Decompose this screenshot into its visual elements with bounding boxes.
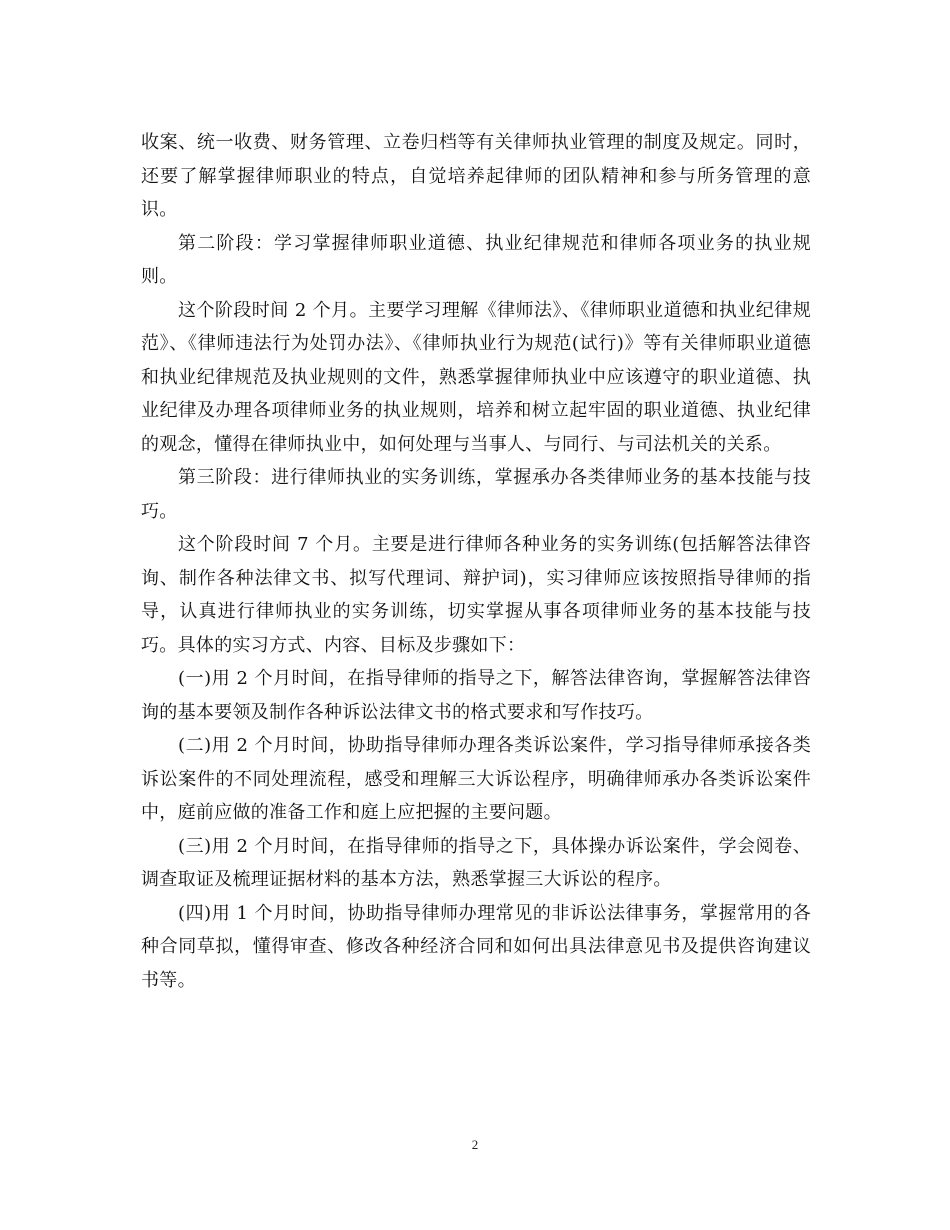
paragraph-5: 这个阶段时间 7 个月。主要是进行律师各种业务的实务训练(包括解答法律咨询、制作各种法律文书、拟写代理词、辩护词)，实习律师应该按照指导律师的指导，认真进行律师执业的实务训练，切实掌握从事各项律师业务的基本技能与技巧。具体的实习方式、内容、目标及步骤如下： <box>141 534 811 656</box>
paragraph-9: (四)用 1 个月时间，协助指导律师办理常见的非诉讼法律事务，掌握常用的各种合同草拟，懂得审查、修改各种经济合同和如何出具法律意见书及提供咨询建议书等。 <box>141 902 811 991</box>
paragraph-1: 收案、统一收费、财务管理、立卷归档等有关律师执业管理的制度及规定。同时，还要了解掌握律师职业的特点，自觉培养起律师的团队精神和参与所务管理的意识。 <box>141 132 811 220</box>
document-body <box>141 126 811 997</box>
paragraph-3: 这个阶段时间 2 个月。主要学习理解《律师法》、《律师职业道德和执业纪律规范》、《律师违法行为处罚办法》、《律师执业行为规范(试行)》等有关律师职业道德和执业纪律规范及执业规则的文件，熟悉掌握律师执业中应该遵守的职业道德、执业纪律及办理各项律师业务的执业规则，培养和树立起牢固的职业道德、执业纪律的观念，懂得在律师执业中，如何处理与当事人、与同行、与司法机关的关系。 <box>141 299 811 455</box>
paragraph-6: (一)用 2 个月时间，在指导律师的指导之下，解答法律咨询，掌握解答法律咨询的基本要领及制作各种诉讼法律文书的格式要求和写作技巧。 <box>141 668 811 723</box>
page-number: 2 <box>471 1137 479 1152</box>
paragraph-4: 第三阶段：进行律师执业的实务训练，掌握承办各类律师业务的基本技能与技巧。 <box>141 467 811 522</box>
paragraph-8: (三)用 2 个月时间，在指导律师的指导之下，具体操办诉讼案件，学会阅卷、调查取证及梳理证据材料的基本方法，熟悉掌握三大诉讼的程序。 <box>141 835 811 890</box>
paragraph-7: (二)用 2 个月时间，协助指导律师办理各类诉讼案件，学习指导律师承接各类诉讼案件的不同处理流程，感受和理解三大诉讼程序，明确律师承办各类诉讼案件中，庭前应做的准备工作和庭上应把握的主要问题。 <box>141 735 811 823</box>
paragraph-2: 第二阶段：学习掌握律师职业道德、执业纪律规范和律师各项业务的执业规则。 <box>141 232 811 287</box>
